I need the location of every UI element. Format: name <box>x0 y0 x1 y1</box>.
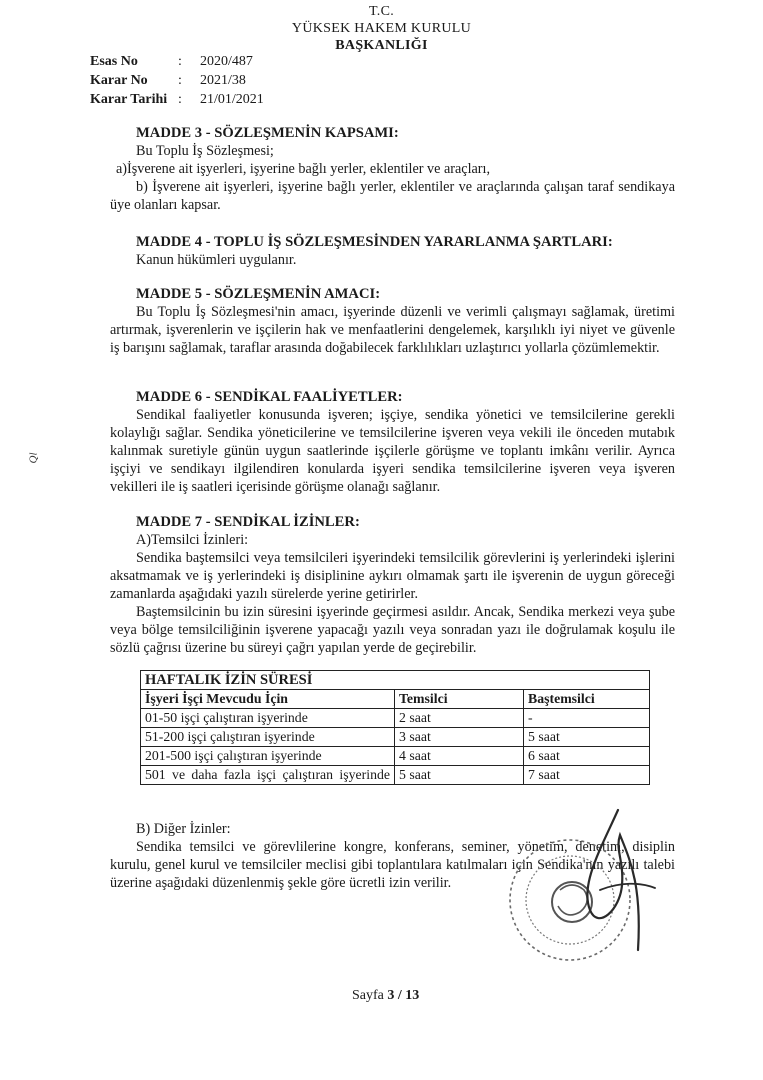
article-5-text: Bu Toplu İş Sözleşmesi'nin amacı, işyerinde düzenli ve verimli çalışmayı sağlamak, üretimi artırmak, işverenlerin ve işçilerin hak ve menfaatlerini dengelemek, karşılıklı iyi niyet ve güvenle iş barışını sağlamak, taraflar arasında doğabilecek farklılıkları uzlaştırıcı yollarla çözümlemektir. <box>110 304 675 356</box>
meta-label: Karar Tarihi <box>90 92 168 107</box>
meta-value: 2020/487 <box>200 54 253 69</box>
article-6 <box>110 388 675 496</box>
article-3 <box>110 124 675 214</box>
signature-icon <box>560 790 670 960</box>
meta-label: Esas No <box>90 54 138 69</box>
meta-value: 2021/38 <box>200 73 246 88</box>
weekly-leave-table <box>140 670 650 785</box>
page-number-value: 3 / 13 <box>387 988 420 1003</box>
table-cell: - <box>524 709 650 728</box>
table-row <box>141 766 650 785</box>
meta-row-karar: Karar No : 2021/38 <box>90 73 246 88</box>
table-cell: 51-200 işçi çalıştıran işyerinde <box>141 728 395 747</box>
article-7-para-1: Sendika baştemsilci veya temsilcileri işyerindeki temsilcilik görevlerini iş yerlerindeki işlerini aksatmamak ve iş yerlerindeki iş disiplinine aykırı olmamak şartı ile işverenin de uygun göreceği zamanlarda aşağıdaki yazılı sürelerde yerine getirirler. <box>110 550 675 602</box>
table-cell: 6 saat <box>524 747 650 766</box>
article-7-sub-a: A)Temsilci İzinleri: <box>136 532 249 548</box>
table-title: HAFTALIK İZİN SÜRESİ <box>141 671 650 690</box>
table-header: Temsilci <box>395 690 524 709</box>
table-row <box>141 747 650 766</box>
table-header: Baştemsilci <box>524 690 650 709</box>
header-institution: YÜKSEK HAKEM KURULU <box>291 21 472 36</box>
header-presidency: BAŞKANLIĞI <box>335 38 428 53</box>
article-4 <box>110 233 675 269</box>
page-number-prefix: Sayfa <box>352 988 388 1003</box>
article-7-para-3: Sendika temsilci ve görevlilerine kongre, konferans, seminer, yönetim, denetim, disiplin kurulu, genel kurul ve temsilciler meclisi gibi toplantılara katılmaları için Sendika'nın yazılı talebi üzerine aşağıdaki düzenlenmiş şekle göre ücretli izin verilir. <box>110 839 675 891</box>
article-3-item-b: b) İşverene ait işyerleri, işyerine bağlı yerler, eklentiler ve araçlarında çalışan taraf sendikaya üye olanları kapsar. <box>110 179 675 213</box>
article-3-intro: Bu Toplu İş Sözleşmesi; <box>136 143 274 159</box>
article-6-text: Sendikal faaliyetler konusunda işveren; işçiye, sendika yönetici ve temsilcilerine gerekli kolaylığı sağlar. Sendika yöneticilerine ve temsilcilerine işveren veya vekili ile önceden mutabık kalınmak suretiyle günün uygun saatlerinde işçilerle görüşme ve toplantı imkânı verilir. Ayrıca işçiyi ve sendikayı ilgilendiren konularda işyeri sendika temsilcilerine işveren veya işveren vekilleri ile iş saatleri içerisinde görüşme olanağı sağlanır. <box>110 407 675 495</box>
table-cell: 5 saat <box>395 766 524 785</box>
margin-initials: Ql <box>27 452 40 464</box>
header-tc: T.C. <box>368 4 395 19</box>
table-cell: 01-50 işçi çalıştıran işyerinde <box>141 709 395 728</box>
table-row <box>141 709 650 728</box>
table-header-row <box>141 690 650 709</box>
table-cell: 3 saat <box>395 728 524 747</box>
article-3-item-a: a)İşverene ait işyerleri, işyerine bağlı yerler, eklentiler ve araçları, <box>116 161 491 177</box>
table-header: İşyeri İşçi Mevcudu İçin <box>141 690 395 709</box>
article-7 <box>110 513 675 657</box>
meta-label: Karar No <box>90 73 148 88</box>
article-5-heading: MADDE 5 - SÖZLEŞMENİN AMACI: <box>136 286 381 302</box>
table-cell: 201-500 işçi çalıştıran işyerinde <box>141 747 395 766</box>
table-title-row <box>141 671 650 690</box>
article-3-heading: MADDE 3 - SÖZLEŞMENİN KAPSAMI: <box>136 125 399 141</box>
page-number <box>352 988 419 1004</box>
article-4-text: Kanun hükümleri uygulanır. <box>136 252 297 268</box>
article-7-heading: MADDE 7 - SENDİKAL İZİNLER: <box>136 514 360 530</box>
table-cell: 501 ve daha fazla işçi çalıştıran işyerinde <box>141 766 395 785</box>
table-cell: 2 saat <box>395 709 524 728</box>
article-4-heading: MADDE 4 - TOPLU İŞ SÖZLEŞMESİNDEN YARARLANMA ŞARTLARI: <box>136 234 613 250</box>
table-cell: 5 saat <box>524 728 650 747</box>
article-7-sub-b: B) Diğer İzinler: <box>136 821 231 837</box>
article-6-heading: MADDE 6 - SENDİKAL FAALİYETLER: <box>136 389 403 405</box>
table-cell: 4 saat <box>395 747 524 766</box>
meta-row-tarih: Karar Tarihi : 21/01/2021 <box>90 92 264 107</box>
table-cell: 7 saat <box>524 766 650 785</box>
article-7-para-2: Baştemsilcinin bu izin süresini işyerinde geçirmesi asıldır. Ancak, Sendika merkezi veya şube veya bölge temsilciliğinin işverene yapacağı yazılı veya sonradan yazı ile doğrulamak koşulu ile sözlü çağrısı üzerine bu süreyi çağrı yapılan yerde de geçirebilir. <box>110 604 675 656</box>
table-row <box>141 728 650 747</box>
article-5 <box>110 285 675 357</box>
case-metadata <box>90 52 264 109</box>
meta-row-esas: Esas No : 2020/487 <box>90 54 253 69</box>
meta-value: 21/01/2021 <box>200 92 264 107</box>
